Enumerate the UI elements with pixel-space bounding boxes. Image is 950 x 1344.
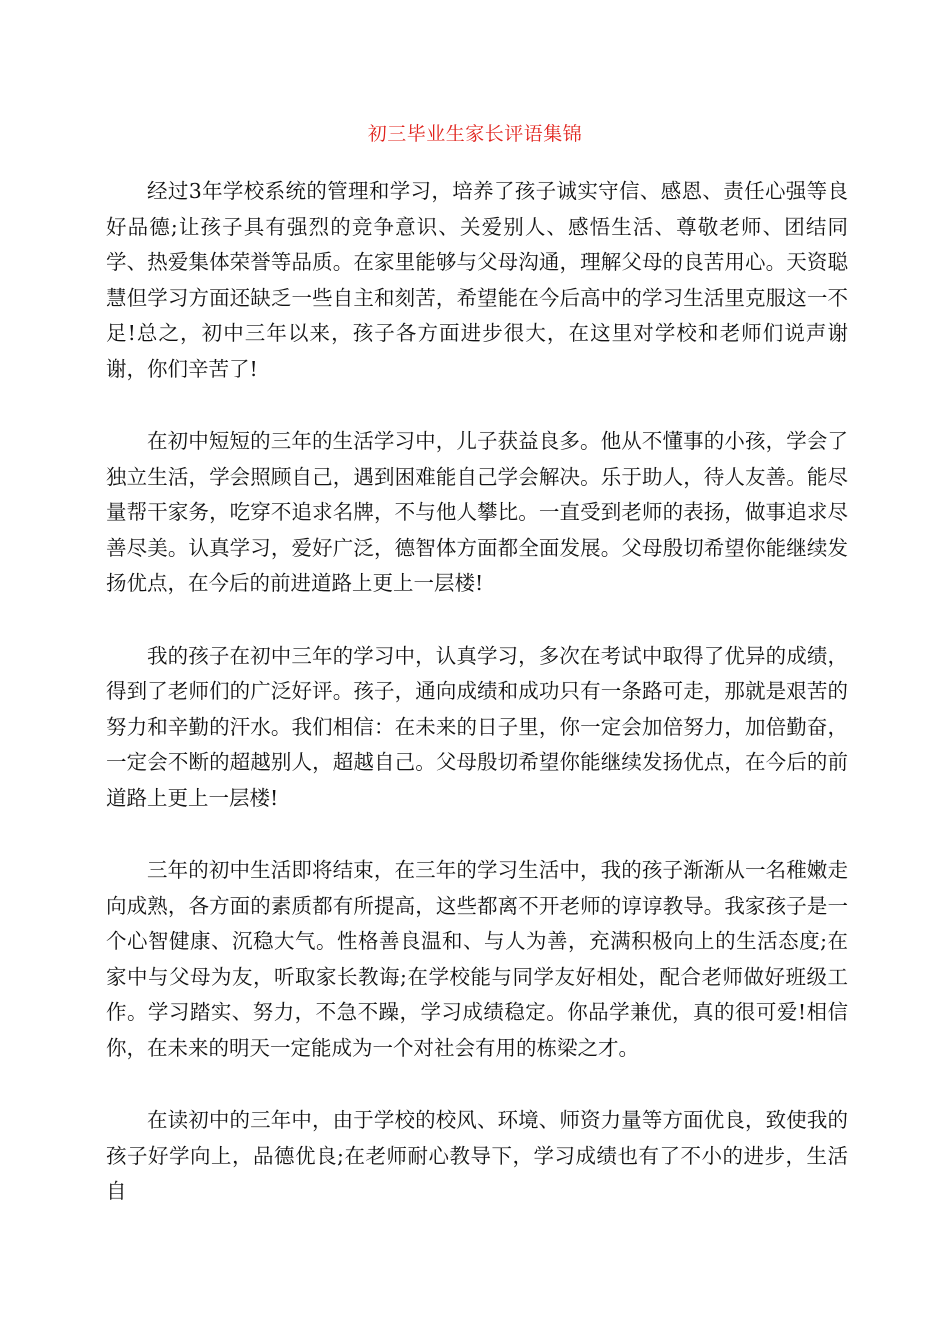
document-title: 初三毕业生家长评语集锦 <box>367 123 583 145</box>
paragraph: 我的孩子在初中三年的学习中，认真学习，多次在考试中取得了优异的成绩，得到了老师们的广泛好评。孩子，通向成绩和成功只有一条路可走，那就是艰苦的努力和辛勤的汗水。我们相信：在未来的日子里，你一定会加倍努力，加倍勤奋，一定会不断的超越别人，超越自己。父母殷切希望你能继续发扬优点，在今后的前道路上更上一层楼! <box>106 643 848 810</box>
paragraph: 经过3年学校系统的管理和学习，培养了孩子诚实守信、感恩、责任心强等良好品德;让孩子具有强烈的竞争意识、关爱别人、感悟生活、尊敬老师、团结同学、热爱集体荣誉等品质。在家里能够与父母沟通，理解父母的良苦用心。天资聪慧但学习方面还缺乏一些自主和刻苦，希望能在今后高中的学习生活里克服这一不足!总之，初中三年以来，孩子各方面进步很大，在这里对学校和老师们说声谢谢，你们辛苦了! <box>106 179 848 381</box>
document-body <box>106 174 848 1247</box>
paragraph: 在读初中的三年中，由于学校的校风、环境、师资力量等方面优良，致使我的孩子好学向上，品德优良;在老师耐心教导下，学习成绩也有了不小的进步，生活自 <box>106 1108 848 1203</box>
paragraph: 三年的初中生活即将结束，在三年的学习生活中，我的孩子渐渐从一名稚嫩走向成熟，各方面的素质都有所提高，这些都离不开老师的谆谆教导。我家孩子是一个心智健康、沉稳大气。性格善良温和、与人为善，充满积极向上的生活态度;在家中与父母为友，听取家长教诲;在学校能与同学友好相处，配合老师做好班级工作。学习踏实、努力，不急不躁，学习成绩稳定。你品学兼优，真的很可爱!相信你，在未来的明天一定能成为一个对社会有用的栋梁之才。 <box>106 858 848 1060</box>
paragraph: 在初中短短的三年的生活学习中，儿子获益良多。他从不懂事的小孩，学会了独立生活，学会照顾自己，遇到困难能自己学会解决。乐于助人，待人友善。能尽量帮干家务，吃穿不追求名牌，不与他人攀比。一直受到老师的表扬，做事追求尽善尽美。认真学习，爱好广泛，德智体方面都全面发展。父母殷切希望你能继续发扬优点，在今后的前进道路上更上一层楼! <box>106 429 848 595</box>
